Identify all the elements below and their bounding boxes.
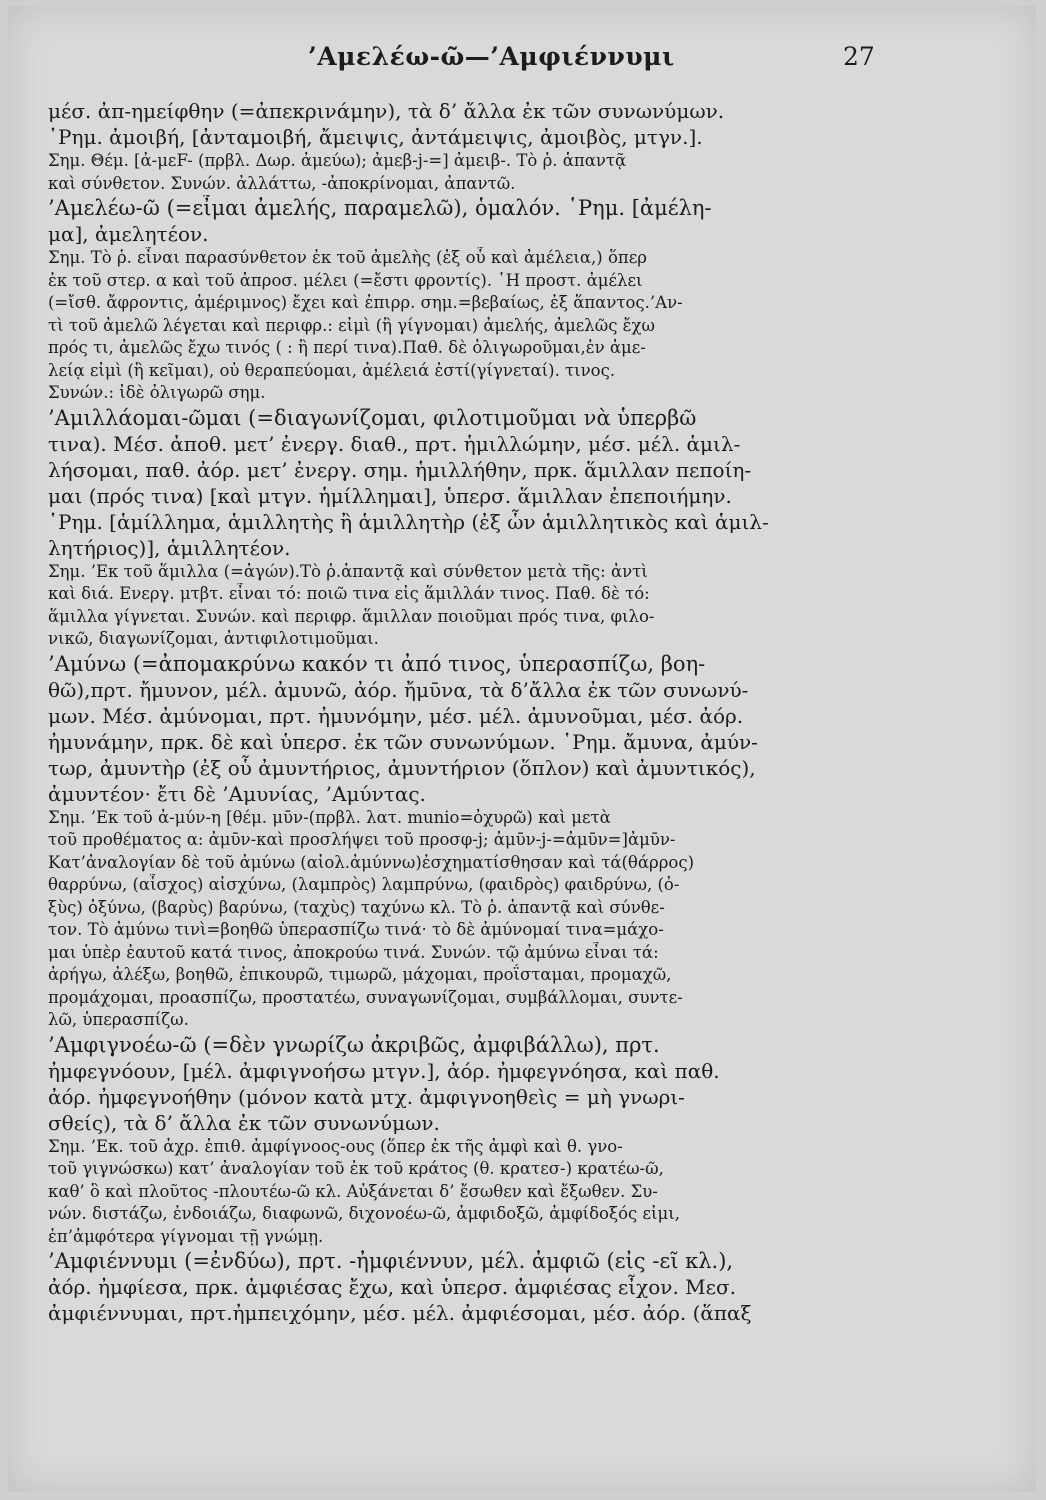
note-line: Σημ. ’Εκ τοῦ ἀ-μύν-η [θέμ. μῡν-(πρβλ. λατ. munio=ὀχυρῶ) καὶ μετὰ <box>48 807 611 827</box>
entry-text-line: ῾Ρημ. ἀμοιβή, [ἀνταμοιβή, ἄμειψις, ἀντάμειψις, ἀμοιβὸς, μτγν.]. <box>48 125 703 149</box>
note-line: τοῦ γιγνώσκω) κατ’ ἀναλογίαν τοῦ ἐκ τοῦ κράτος (θ. κρατεσ-) κρατέω-ῶ, <box>48 1159 664 1178</box>
page-header <box>8 42 1036 82</box>
entry-text-line: τωρ, ἀμυντὴρ (ἐξ οὗ ἀμυντήριος, ἀμυντήριον (ὅπλον) καὶ ἀμυντικός), <box>48 755 756 780</box>
note-line: ἐκ τοῦ στερ. α καὶ τοῦ ἀπροσ. μέλει (=ἔστι φροντίς). ῾Η προστ. ἀμέλει <box>48 270 643 290</box>
note-line: Κατ’ἀναλογίαν δὲ τοῦ ἀμύνω (αἰολ.ἀμύννω)ἐσχηματίσθησαν καὶ τά(θάρρος) <box>48 852 695 872</box>
entry-text-line: τινα). Μέσ. ἀποθ. μετ’ ἐνεργ. διαθ., πρτ. ἡμιλλώμην, μέσ. μέλ. ἁμιλ- <box>48 431 741 456</box>
entry-text-line: ἀόρ. ἠμφίεσα, πρκ. ἀμφιέσας ἔχω, καὶ ὑπερσ. ἀμφιέσας εἶχον. Μεσ. <box>48 1275 737 1299</box>
note-line: Σημ. ’Εκ. τοῦ ἀχρ. ἐπιθ. ἀμφίγνοος-ους (ὅπερ ἐκ τῆς ἀμφὶ καὶ θ. γνο- <box>48 1136 623 1156</box>
note-line: Σημ. ’Εκ τοῦ ἅμιλλα (=ἀγών).Τὸ ῥ.ἁπαντᾷ καὶ σύνθετον μετὰ τῆς: ἀντὶ <box>48 561 648 581</box>
note-line: προμάχομαι, προασπίζω, προστατέω, συναγωνίζομαι, συμβάλλομαι, συντε- <box>48 987 683 1007</box>
entry-text-line: σθείς), τὰ δ’ ἄλλα ἐκ τῶν συνωνύμων. <box>48 1110 440 1135</box>
entry-text-line: μαι (πρός τινα) [καὶ μτγν. ἡμίλλημαι], ὑπερσ. ἅμιλλαν ἐπεποιήμην. <box>48 483 732 508</box>
note-line: τοῦ προθέματος α: ἀμῡν-καὶ προσλήψει τοῦ προσφ-j; ἀμῡν-j-=ἀμῡν=]ἀμῡν- <box>48 830 676 849</box>
note-line: Σημ. Τὸ ῥ. εἶναι παρασύνθετον ἐκ τοῦ ἀμελὴς (ἐξ οὗ καὶ ἀμέλεια,) ὅπερ <box>48 248 647 267</box>
note-line: Σημ. Θέμ. [ἀ-μεF- (πρβλ. Δωρ. ἀμεύω); ἀμεβ-j-=] ἀμειβ-. Τὸ ῥ. ἁπαντᾷ <box>48 151 627 170</box>
note-line: (=ἴσθ. ἄφροντις, ἀμέριμνος) ἔχει καὶ ἐπιρρ. σημ.=βεβαίως, ἐξ ἅπαντος.’Αν- <box>48 293 683 312</box>
note-line: τον. Τὸ ἀμύνω τινὶ=βοηθῶ ὑπερασπίζω τινά· τὸ δὲ ἀμύνομαί τινα=μάχο- <box>48 920 664 939</box>
note-line: καθ’ ὃ καὶ πλοῦτος -πλουτέω-ῶ κλ. Αὐξάνεται δ’ ἔσωθεν καὶ ἔξωθεν. Συ- <box>48 1181 658 1201</box>
entry-text-line: μέσ. ἀπ-ημείφθην (=ἀπεκρινάμην), τὰ δ’ ἄλλα ἐκ τῶν συνωνύμων. <box>48 99 725 123</box>
note-line: λείᾳ εἰμὶ (ἢ κεῖμαι), οὐ θεραπεύομαι, ἀμέλειά ἐστί(γίγνεταί). τινος. <box>48 360 616 380</box>
dictionary-entries <box>48 98 938 1326</box>
dictionary-page <box>8 6 1036 1492</box>
page-number: 27 <box>843 42 875 71</box>
entry-text-line: ἀμυντέον· ἔτι δὲ ’Αμυνίας, ’Αμύντας. <box>48 781 426 806</box>
note-line: καὶ σύνθετον. Συνών. ἀλλάττω, -ἀποκρίνομαι, ἀπαντῶ. <box>48 173 516 193</box>
note-line: ἀρήγω, ἀλέξω, βοηθῶ, ἐπικουρῶ, τιμωρῶ, μάχομαι, προΐσταμαι, προμαχῶ, <box>48 965 672 984</box>
entry-text-line: ἠμυνάμην, πρκ. δὲ καὶ ὑπερσ. ἐκ τῶν συνωνύμων. ῾Ρημ. ἄμυνα, ἀμύν- <box>48 729 758 754</box>
entry-text-line: θῶ),πρτ. ἤμυνον, μέλ. ἀμυνῶ, ἀόρ. ἤμῡνα, τὰ δ’ἄλλα ἐκ τῶν συνωνύ- <box>48 677 749 702</box>
entry-headword-line: ’Αμύνω (=ἀπομακρύνω κακόν τι ἀπό τινος, ὑπερασπίζω, βοη- <box>48 651 706 676</box>
entry-text-line: ἀμφιέννυμαι, πρτ.ἠμπειχόμην, μέσ. μέλ. ἀμφιέσομαι, μέσ. ἀόρ. (ἅπαξ <box>48 1301 752 1325</box>
note-line: ἐπ’ἀμφότερα γίγνομαι τῇ γνώμῃ. <box>48 1226 324 1246</box>
note-line: ἅμιλλα γίγνεται. Συνών. καὶ περιφρ. ἅμιλλαν ποιοῦμαι πρός τινα, φιλο- <box>48 606 655 626</box>
note-line: μαι ὑπὲρ ἑαυτοῦ κατά τινος, ἀποκρούω τινά. Συνών. τῷ ἀμύνω εἶναι τά: <box>48 942 659 962</box>
note-line: θαρρύνω, (αἶσχος) αἰσχύνω, (λαμπρὸς) λαμπρύνω, (φαιδρὸς) φαιδρύνω, (ὀ- <box>48 875 680 894</box>
entry-headword-line: ’Αμφιγνοέω-ῶ (=δὲν γνωρίζω ἀκριβῶς, ἀμφιβάλλω), πρτ. <box>48 1032 660 1057</box>
entry-text-line: ἀόρ. ἠμφεγνοήθην (μόνον κατὰ μτχ. ἀμφιγνοηθεὶς = μὴ γνωρι- <box>48 1084 685 1109</box>
entry-text-line: ἠμφεγνόουν, [μέλ. ἀμφιγνοήσω μτγν.], ἀόρ. ἠμφεγνόησα, καὶ παθ. <box>48 1058 720 1083</box>
entry-text-line: μων. Μέσ. ἀμύνομαι, πρτ. ἠμυνόμην, μέσ. μέλ. ἀμυνοῦμαι, μέσ. ἀόρ. <box>48 703 744 728</box>
entry-text-line: λητήριος)], ἁμιλλητέον. <box>48 535 291 560</box>
entry-text-line: λήσομαι, παθ. ἀόρ. μετ’ ἐνεργ. σημ. ἡμιλλήθην, πρκ. ἅμιλλαν πεποίη- <box>48 457 752 482</box>
entry-text-line: ῾Ρημ. [ἁμίλλημα, ἁμιλλητὴς ἢ ἁμιλλητὴρ (ἐξ ὧν ἁμιλλητικὸς καὶ ἁμιλ- <box>48 509 769 534</box>
note-line: Συνών.: ἰδὲ ὀλιγωρῶ σημ. <box>48 383 266 402</box>
note-line: τὶ τοῦ ἀμελῶ λέγεται καὶ περιφρ.: εἰμὶ (ἢ γίγνομαι) ἀμελής, ἀμελῶς ἔχω <box>48 315 655 335</box>
note-line: νών. διστάζω, ἐνδοιάζω, διαφωνῶ, διχονοέω-ῶ, ἀμφιδοξῶ, ἀμφίδοξός εἰμι, <box>48 1204 680 1223</box>
note-line: ξὺς) ὀξύνω, (βαρὺς) βαρύνω, (ταχὺς) ταχύνω κλ. Τὸ ῥ. ἁπαντᾷ καὶ σύνθε- <box>48 897 665 917</box>
note-line: λῶ, ὑπερασπίζω. <box>48 1010 189 1029</box>
running-head: ’Αμελέω-ῶ—’Αμφιέννυμι <box>308 42 675 71</box>
entry-text-line: μα], ἀμελητέον. <box>48 222 209 246</box>
note-line: πρός τι, ἀμελῶς ἔχω τινός ( : ἢ περί τινα).Παθ. δὲ ὀλιγωροῦμαι,ἐν ἀμε- <box>48 338 646 357</box>
entry-headword-line: ’Αμελέω-ῶ (=εἶμαι ἀμελής, παραμελῶ), ὁμαλόν. ῾Ρημ. [ἀμέλη- <box>48 196 712 220</box>
entry-headword-line: ’Αμιλλάομαι-ῶμαι (=διαγωνίζομαι, φιλοτιμοῦμαι νὰ ὑπερβῶ <box>48 405 697 430</box>
entry-headword-line: ’Αμφιέννυμι (=ἐνδύω), πρτ. -ἠμφιέννυν, μέλ. ἀμφιῶ (εἰς -εῖ κλ.), <box>48 1249 734 1273</box>
note-line: καὶ διά. Ενεργ. μτβτ. εἶναι τό: ποιῶ τινα εἰς ἅμιλλάν τινος. Παθ. δὲ τό: <box>48 584 650 603</box>
note-line: νικῶ, διαγωνίζομαι, ἀντιφιλοτιμοῦμαι. <box>48 629 379 648</box>
